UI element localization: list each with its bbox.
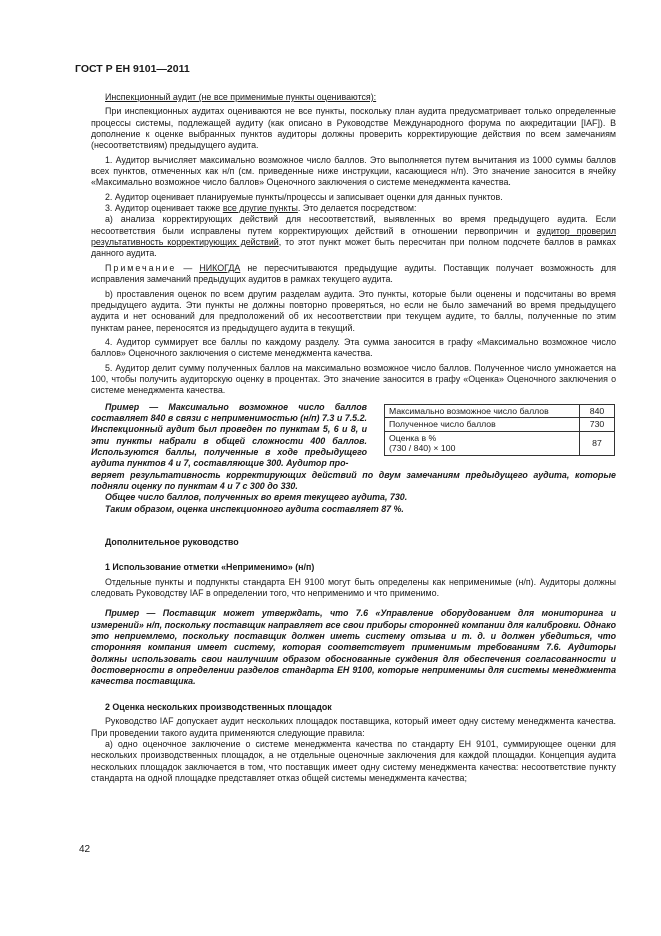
- step-3a-paragraph: а) анализа корректирующих действий для несоответствий, выявленных во время предыдущего аудита. Если несоответствия были исправлены путем корректирующих действий в отношении первопричин и аудитор проверил результативность корректирующих действий, то этот пункт может быть пересчитан при полном подсчете баллов в рамках данного аудита.: [91, 214, 616, 259]
- example-total-line: Общее число баллов, полученных во время текущего аудита, 730.: [105, 492, 408, 503]
- table-cell-label: Оценка в % (730 / 840) × 100: [385, 431, 580, 455]
- page-number: 42: [79, 844, 91, 855]
- example-continuation: веряет результативность корректирующих действий по двум замечаниям предыдущего аудита, которые подняли оценку по пунктам 4 и 7 с 300 до 330.: [91, 469, 616, 491]
- table-row: [385, 431, 615, 455]
- table-cell-value: 730: [580, 418, 615, 432]
- step-3-paragraph: 3. Аудитор оценивает также все другие пункты. Это делается посредством:: [105, 203, 417, 214]
- document-header: ГОСТ Р ЕН 9101—2011: [75, 63, 190, 75]
- table-cell-value: 87: [580, 431, 615, 455]
- subsection-2-title: 2 Оценка нескольких производственных площадок: [105, 701, 332, 712]
- subsection-1-title: 1 Использование отметки «Неприменимо» (н/п): [105, 562, 315, 573]
- page-content: [91, 92, 616, 784]
- step-5-paragraph: 5. Аудитор делит сумму полученных баллов на максимально возможное число баллов. Полученное число умножается на 100, чтобы получить аудиторскую оценку в процентах. Это значение заносится в графу «Оценка» Оценочного заключения о системе менеджмента качества.: [91, 362, 616, 396]
- intro-paragraph: При инспекционных аудитах оцениваются не все пункты, поскольку план аудита предусматривает только определенные процессы системы, подлежащей аудиту (как описано в Руководстве Международного форума по аккредитации [IAF]). В дополнение к оценке выбранных пунктов аудиторы должны проверить корректирующие действия по всем замечаниям (несоответствиям) предыдущего аудита.: [91, 106, 616, 151]
- table-cell-value: 840: [580, 404, 615, 418]
- step-4-paragraph: 4. Аудитор суммирует все баллы по каждому разделу. Эта сумма заносится в графу «Максимально возможное число баллов» Оценочного заключения о системе менеджмента качества.: [91, 336, 616, 359]
- table-row: [385, 418, 615, 432]
- section-title: Дополнительное руководство: [105, 537, 239, 548]
- note-label: Примечание: [105, 262, 177, 273]
- step-2-paragraph: 2. Аудитор оценивает планируемые пункты/процессы и записывает оценки для данных пунктов.: [105, 191, 503, 202]
- step-3b-paragraph: b) проставления оценок по всем другим разделам аудита. Это пункты, которые были оценены и подсчитаны во время предыдущего аудита. Эти пункты не должны повторно проверяться, но если не было замечаний во время предыдущего аудита и нет оснований для предположений об их несоответствии при текущем аудите, то баллы, полученные по этим пунктам ранее, переносятся из предыдущего аудита в текущий.: [91, 288, 616, 333]
- subsection-2-paragraph: Руководство IAF допускает аудит нескольких площадок поставщика, который имеет одну систему менеджмента качества. При проведении такого аудита применяются следующие правила:: [91, 716, 616, 738]
- example-block: [91, 402, 616, 515]
- table-cell-label: Максимально возможное число баллов: [385, 404, 580, 418]
- score-table: [384, 404, 615, 456]
- example-text: Пример — Максимально возможное число баллов составляет 840 в связи с неприменимостью (н/п) 7.3 и 7.5.2. Инспекционный аудит был проведен по пунктам 5, 6 и 8, и эти пункты набрали в общей сложности 400 баллов. Используются баллы, полученные в ходе предыдущего аудита пунктов 4 и 7, составляющие 300. Аудитор про-: [91, 401, 367, 469]
- subsection-1-paragraph: Отдельные пункты и подпункты стандарта ЕН 9100 могут быть определены как неприменимые (н/п). Аудиторы должны следовать Руководству IAF в определении того, что неприменимо и что применимо.: [91, 576, 616, 599]
- table-cell-label: Полученное число баллов: [385, 418, 580, 432]
- note-paragraph: Примечание — НИКОГДА не пересчитываются предыдущие аудиты. Поставщик получает возможность для исправления замечаний предыдущих аудитов в рамках текущего аудита.: [91, 262, 617, 285]
- example-result-line: Таким образом, оценка инспекционного аудита составляет 87 %.: [105, 503, 404, 514]
- table-row: [385, 404, 615, 418]
- subsection-2-item-a: а) одно оценочное заключение о системе менеджмента качества по стандарту ЕН 9101, суммирующее оценки для нескольких производственных площадок, а не отдельные оценочные заключения для каждой площадки. Концепция аудита нескольких площадок заключается в том, что поставщик имеет одну систему менеджмента качества: несоответствие пункту стандарта на одной площадке представляет отказ общей системы менеджмента качества;: [91, 738, 616, 783]
- intro-title: Инспекционный аудит (не все применимые пункты оцениваются):: [105, 92, 377, 102]
- subsection-1-example: Пример — Поставщик может утверждать, что 7.6 «Управление оборудованием для мониторинга и измерений» н/п, поскольку поставщик направляет все свои приборы сторонней компании для калибровки. Однако это неприемлемо, поскольку поставщик должен иметь систему отзыва и т. д. и должен убедиться, что сторонняя компания имеет систему, которая соответствует применимым требованиям 7.6. Аудиторы должны использовать свои наилучшим образом обоснованные суждения для обеспечения согласованности и достоверности в определении разделов стандарта ЕН 9100, которые неприменимы для системы менеджмента качества поставщика.: [91, 608, 616, 687]
- step-1-paragraph: 1. Аудитор вычисляет максимально возможное число баллов. Это выполняется путем вычитания из 1000 суммы баллов всех пунктов, отмеченных как н/п (см. приведенные ниже инструкции, касающиеся н/п). Это значение заносится в ячейку «Максимально возможное число баллов» Оценочного заключения о системе менеджмента качества.: [91, 154, 616, 188]
